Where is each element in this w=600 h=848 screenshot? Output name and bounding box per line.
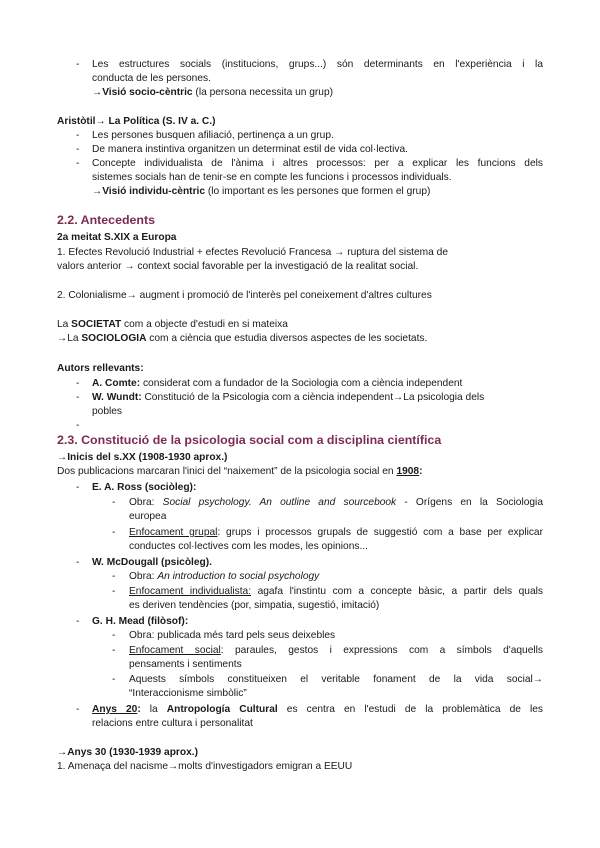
arrow: → bbox=[57, 333, 68, 344]
enfocament-label: Enfocament social bbox=[129, 645, 221, 656]
dos-text: Dos publicacions marcaran l'inici del “naixement” de la psicologia social en bbox=[57, 466, 397, 477]
result-rest: (lo important es les persones que formen el grup) bbox=[205, 186, 431, 197]
anys30-point1: 1. Amenaça del nacisme→molts d'investigadors emigran a EEUU bbox=[57, 761, 353, 772]
bullet-dash: - bbox=[112, 645, 116, 656]
ross-enfocament-line2: conductes col·lectives com les modes, les opinions... bbox=[129, 541, 368, 552]
bullet-dash: - bbox=[76, 616, 80, 627]
societat-term: SOCIETAT bbox=[71, 319, 122, 330]
enfocament-label: Enfocament grupal bbox=[129, 527, 218, 538]
dos-publicacions bbox=[57, 465, 423, 478]
mead-simbols-line2: “Interaccionisme simbòlic” bbox=[129, 688, 247, 699]
bullet-dash: - bbox=[76, 557, 80, 568]
bullet-dash: - bbox=[112, 586, 116, 597]
enfocament-label: Enfocament individualista: bbox=[129, 586, 252, 597]
aristotil-work: La Política (S. IV a. C.) bbox=[105, 116, 216, 127]
inicis-label: Inicis del s.XX (1908-1930 aprox.) bbox=[67, 452, 228, 463]
mead-obra: Obra: publicada més tard pels seus deixebles bbox=[129, 630, 336, 641]
aristotil-item-2: De manera instintiva organitzen un determinat estil de vida col·lectiva. bbox=[92, 144, 408, 155]
anys20-line1 bbox=[92, 703, 543, 716]
bullet-dash: - bbox=[76, 378, 80, 389]
autor-name: W. Wundt: bbox=[92, 392, 142, 403]
antecedents-subheading: 2a meitat S.XIX a Europa bbox=[57, 232, 177, 243]
mcdougall-enfocament-line2: es deriven tendències (por, simpatia, sugestió, imitació) bbox=[129, 600, 380, 611]
aristotil-heading bbox=[57, 115, 216, 128]
societat-prefix: La bbox=[57, 319, 72, 330]
intro-item-line2: conducta de les persones. bbox=[92, 73, 211, 84]
bullet-dash: - bbox=[112, 497, 116, 508]
bullet-dash: - bbox=[112, 527, 116, 538]
antecedents-point2: 2. Colonialisme→ augment i promoció de l'interès pel coneixement d'altres cultures bbox=[57, 290, 432, 301]
ross-obra bbox=[129, 496, 543, 509]
mcdougall-obra bbox=[129, 570, 319, 583]
enfocament-desc: : grups i processos grupals de suggestió com a base per explicar bbox=[217, 527, 543, 538]
arrow: → bbox=[57, 747, 68, 758]
anys20-colon: : bbox=[137, 704, 141, 715]
autor-comte bbox=[92, 377, 462, 390]
arrow: → bbox=[92, 186, 103, 197]
enfocament-desc: : paraules, gestos i expressions com a símbols d'aquells bbox=[220, 645, 543, 656]
section-heading-antecedents: 2.2. Antecedents bbox=[57, 213, 156, 227]
anys30-label: Anys 30 (1930-1939 aprox.) bbox=[67, 747, 198, 758]
antecedents-point1-line1: 1. Efectes Revolució Industrial + efectes Revolució Francesa → ruptura del sistema de bbox=[57, 247, 448, 258]
bullet-dash: - bbox=[76, 704, 80, 715]
obra-label: Obra: bbox=[129, 497, 163, 508]
antecedents-point1-line2: valors anterior → context social favorable per la investigació de la realitat social. bbox=[57, 261, 419, 272]
anys20-line2: relacions entre cultura i personalitat bbox=[92, 718, 253, 729]
mead-enfocament-line2: pensaments i sentiments bbox=[129, 659, 242, 670]
arrow: → bbox=[95, 116, 106, 127]
anys20-desc: es centra en l'estudi de la problemàtica de les bbox=[277, 704, 544, 715]
mcdougall-name: W. McDougall (psicòleg). bbox=[92, 557, 212, 568]
bullet-dash: - bbox=[76, 144, 80, 155]
sociologia-prefix: La bbox=[67, 333, 82, 344]
section-heading-constitucio: 2.3. Constitució de la psicologia social com a disciplina científica bbox=[57, 433, 442, 447]
anys20-label: Anys 20 bbox=[92, 704, 138, 715]
result-rest: (la persona necessita un grup) bbox=[192, 87, 334, 98]
arrow: → bbox=[57, 452, 68, 463]
obra-label: Obra: bbox=[129, 571, 158, 582]
ross-name: E. A. Ross (sociòleg): bbox=[92, 482, 197, 493]
aristotil-item-3-line2: sistemes socials han de tenir-se en compte les funcions i processos individuals. bbox=[92, 172, 452, 183]
enfocament-desc: agafa l'instintu com a concepte bàsic, a partir dels quals bbox=[251, 586, 543, 597]
mead-name: G. H. Mead (filòsof): bbox=[92, 616, 189, 627]
ross-obra-line2: europea bbox=[129, 511, 167, 522]
societat-line bbox=[57, 318, 288, 331]
intro-result bbox=[92, 86, 333, 99]
mead-simbols: Aquests símbols constitueixen el veritable fonament de la vida social→ bbox=[129, 674, 543, 685]
mcdougall-enfocament bbox=[129, 585, 543, 598]
dos-year: 1908 bbox=[396, 466, 420, 477]
arrow: → bbox=[92, 87, 103, 98]
bullet-dash: - bbox=[76, 130, 80, 141]
autor-desc: considerat com a fundador de la Sociologia com a ciència independent bbox=[140, 378, 463, 389]
result-label: Visió socio-cèntric bbox=[102, 87, 193, 98]
bullet-dash: - bbox=[112, 630, 116, 641]
intro-item-line1: Les estructures socials (institucions, grups...) són determinants en l'experiència i la bbox=[92, 59, 543, 70]
sociologia-rest: com a ciència que estudia diversos aspectes de les societats. bbox=[146, 333, 428, 344]
bullet-dash: - bbox=[112, 571, 116, 582]
inicis-heading bbox=[57, 451, 227, 464]
dos-colon: : bbox=[419, 466, 423, 477]
autor-name: A. Comte: bbox=[92, 378, 141, 389]
aristotil-name: Aristòtil bbox=[57, 116, 96, 127]
aristotil-item-3-line1: Concepte individualista de l'ànima i altres processos: per a explicar les funcions dels bbox=[92, 158, 543, 169]
sociologia-term: SOCIOLOGIA bbox=[81, 333, 147, 344]
aristotil-result bbox=[92, 185, 430, 198]
anys20-term: Antropología Cultural bbox=[166, 704, 278, 715]
bullet-dash: - bbox=[76, 482, 80, 493]
bullet-dash: - bbox=[76, 158, 80, 169]
sociologia-line bbox=[57, 332, 427, 345]
obra-title: An introduction to social psychology bbox=[157, 571, 320, 582]
bullet-dash: - bbox=[76, 392, 80, 403]
aristotil-item-1: Les persones busquen afiliació, pertinença a un grup. bbox=[92, 130, 334, 141]
ross-enfocament bbox=[129, 526, 543, 539]
societat-rest: com a objecte d'estudi en si mateixa bbox=[121, 319, 288, 330]
obra-rest: - Orígens en la Sociologia bbox=[396, 497, 543, 508]
result-label: Visió individu-cèntric bbox=[102, 186, 206, 197]
autor-wundt bbox=[92, 391, 484, 404]
autor-desc: Constitució de la Psicologia com a ciència independent→La psicologia dels bbox=[141, 392, 485, 403]
mead-enfocament bbox=[129, 644, 543, 657]
bullet-dash: - bbox=[76, 420, 80, 431]
autor-wundt-line2: pobles bbox=[92, 406, 123, 417]
bullet-dash: - bbox=[76, 59, 80, 70]
bullet-dash: - bbox=[112, 674, 116, 685]
obra-title: Social psychology. An outline and sourcebook bbox=[162, 497, 397, 508]
autors-heading: Autors rellevants: bbox=[57, 363, 144, 374]
anys20-article: la bbox=[140, 704, 167, 715]
anys30-heading bbox=[57, 746, 198, 759]
